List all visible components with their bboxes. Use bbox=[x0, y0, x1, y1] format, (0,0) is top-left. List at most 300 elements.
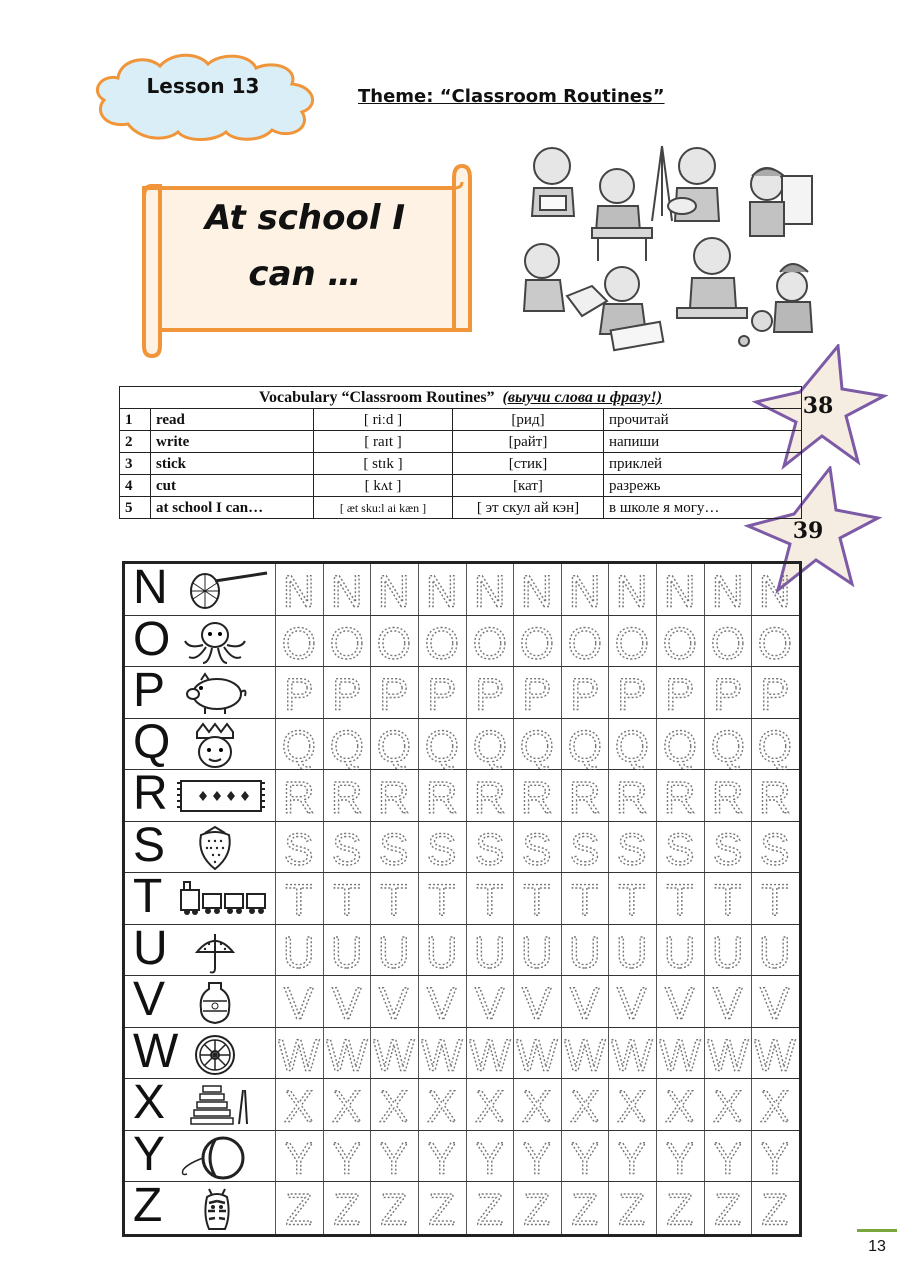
dotted-trace-letter[interactable] bbox=[656, 616, 704, 668]
trace-letter-glyph: Z bbox=[666, 1185, 694, 1234]
dotted-trace-letter[interactable] bbox=[513, 1182, 561, 1234]
letter-tracing-grid bbox=[122, 561, 802, 1237]
dotted-trace-letter[interactable] bbox=[323, 616, 371, 668]
dotted-trace-letter[interactable] bbox=[466, 564, 514, 616]
octopus-icon bbox=[175, 619, 271, 665]
dotted-trace-letter[interactable] bbox=[513, 564, 561, 616]
trace-letter-glyph: U bbox=[282, 928, 315, 977]
dotted-trace-letter[interactable] bbox=[466, 667, 514, 719]
zebra-icon bbox=[175, 1185, 271, 1231]
page-number-bar bbox=[857, 1229, 897, 1232]
dotted-trace-letter[interactable] bbox=[751, 1182, 799, 1234]
dotted-trace-letter[interactable] bbox=[466, 822, 514, 874]
trace-letter-glyph: Q bbox=[710, 722, 745, 771]
trace-letter-glyph: Q bbox=[758, 722, 793, 771]
trace-letter-glyph: O bbox=[567, 619, 602, 668]
dotted-trace-letter[interactable] bbox=[275, 1028, 323, 1080]
wheel-icon bbox=[175, 1031, 271, 1077]
vocabulary-word: read bbox=[151, 409, 314, 431]
dotted-trace-letter[interactable] bbox=[275, 667, 323, 719]
trace-letter-glyph: T bbox=[285, 876, 313, 925]
dotted-trace-letter[interactable] bbox=[513, 770, 561, 822]
dotted-trace-letter[interactable] bbox=[370, 822, 418, 874]
dotted-trace-letter[interactable] bbox=[608, 770, 656, 822]
trace-letter-glyph: Q bbox=[376, 722, 412, 771]
vocabulary-header bbox=[120, 387, 802, 409]
trace-letter-glyph: U bbox=[759, 928, 792, 977]
dotted-trace-letter[interactable] bbox=[370, 564, 418, 616]
trace-letter-glyph: S bbox=[617, 825, 647, 874]
dotted-trace-letter[interactable] bbox=[418, 1028, 466, 1080]
dotted-trace-letter[interactable] bbox=[704, 1131, 752, 1183]
trace-letter-glyph: Q bbox=[424, 722, 459, 771]
dotted-trace-letter[interactable] bbox=[561, 1131, 609, 1183]
dotted-trace-letter[interactable] bbox=[656, 976, 704, 1028]
dotted-trace-letter[interactable] bbox=[608, 873, 656, 925]
trace-letter-glyph: P bbox=[760, 670, 790, 719]
trace-letter-glyph: W bbox=[659, 1031, 701, 1080]
dotted-trace-letter[interactable] bbox=[513, 925, 561, 977]
trace-letter-glyph: Q bbox=[281, 722, 316, 771]
dotted-trace-letter[interactable] bbox=[513, 873, 561, 925]
dotted-trace-letter[interactable] bbox=[370, 1182, 418, 1234]
trace-letter-glyph: N bbox=[521, 567, 553, 616]
trace-letter-glyph: X bbox=[760, 1082, 790, 1131]
dotted-trace-letter[interactable] bbox=[656, 1028, 704, 1080]
dotted-trace-letter[interactable] bbox=[704, 976, 752, 1028]
rug-icon bbox=[175, 773, 271, 819]
dotted-trace-letter[interactable] bbox=[513, 822, 561, 874]
dotted-trace-letter[interactable] bbox=[323, 719, 371, 771]
vocabulary-row bbox=[120, 475, 802, 497]
dotted-trace-letter[interactable] bbox=[561, 616, 609, 668]
trace-letter-glyph: P bbox=[379, 670, 409, 719]
dotted-trace-letter[interactable] bbox=[418, 770, 466, 822]
dotted-trace-letter[interactable] bbox=[466, 873, 514, 925]
dotted-trace-letter[interactable] bbox=[704, 1028, 752, 1080]
vocabulary-transcription: [ raɪt ] bbox=[314, 431, 453, 453]
dotted-trace-letter[interactable] bbox=[466, 1131, 514, 1183]
vocabulary-word: stick bbox=[151, 453, 314, 475]
dotted-trace-letter[interactable] bbox=[608, 976, 656, 1028]
dotted-trace-letter[interactable] bbox=[323, 822, 371, 874]
dotted-trace-letter[interactable] bbox=[466, 925, 514, 977]
vocabulary-num: 3 bbox=[120, 453, 151, 475]
vocabulary-transcription: [ riːd ] bbox=[314, 409, 453, 431]
dotted-trace-letter[interactable] bbox=[418, 925, 466, 977]
dotted-trace-letter[interactable] bbox=[656, 1131, 704, 1183]
dotted-trace-letter[interactable] bbox=[656, 564, 704, 616]
dotted-trace-letter[interactable] bbox=[513, 1131, 561, 1183]
dotted-trace-letter[interactable] bbox=[275, 822, 323, 874]
dotted-trace-letter[interactable] bbox=[323, 770, 371, 822]
tracing-row-letter: P bbox=[133, 664, 166, 718]
dotted-trace-letter[interactable] bbox=[466, 976, 514, 1028]
trace-letter-glyph: Y bbox=[712, 1134, 743, 1183]
phrase-line-2: can … bbox=[248, 254, 362, 294]
trace-letter-glyph: N bbox=[425, 567, 458, 616]
dotted-trace-letter[interactable] bbox=[561, 976, 609, 1028]
trace-letter-glyph: R bbox=[378, 773, 410, 822]
trace-letter-glyph: U bbox=[521, 928, 553, 977]
dotted-trace-letter[interactable] bbox=[751, 1079, 799, 1131]
dotted-trace-letter[interactable] bbox=[275, 616, 323, 668]
trace-letter-glyph: P bbox=[427, 670, 457, 719]
trace-letter-glyph: S bbox=[712, 825, 743, 874]
tracing-row-letter: Q bbox=[133, 715, 171, 769]
vocabulary-num: 1 bbox=[120, 409, 151, 431]
dotted-trace-letter[interactable] bbox=[323, 1182, 371, 1234]
trace-letter-glyph: R bbox=[663, 773, 696, 822]
dotted-trace-letter[interactable] bbox=[704, 770, 752, 822]
dotted-trace-letter[interactable] bbox=[418, 564, 466, 616]
trace-letter-glyph: P bbox=[617, 670, 647, 719]
dotted-trace-letter[interactable] bbox=[418, 719, 466, 771]
trace-letter-glyph: T bbox=[332, 876, 360, 925]
tracing-row-y bbox=[125, 1127, 799, 1183]
trace-letter-glyph: U bbox=[425, 928, 458, 977]
yoyo-icon bbox=[175, 1134, 271, 1180]
dotted-trace-letter[interactable] bbox=[370, 1079, 418, 1131]
dotted-trace-letter[interactable] bbox=[418, 667, 466, 719]
dotted-trace-letter[interactable] bbox=[418, 1131, 466, 1183]
dotted-trace-letter[interactable] bbox=[704, 667, 752, 719]
trace-letter-glyph: Z bbox=[428, 1185, 456, 1234]
tracing-row-letter: Z bbox=[133, 1179, 163, 1233]
dotted-trace-letter[interactable] bbox=[561, 667, 609, 719]
dotted-trace-letter[interactable] bbox=[751, 719, 799, 771]
dotted-trace-letter[interactable] bbox=[656, 1182, 704, 1234]
dotted-trace-letter[interactable] bbox=[418, 976, 466, 1028]
trace-letter-glyph: V bbox=[331, 979, 362, 1028]
trace-letter-glyph: Z bbox=[332, 1185, 360, 1234]
vocabulary-word: cut bbox=[151, 475, 314, 497]
trace-letter-glyph: X bbox=[284, 1082, 314, 1131]
vocabulary-translation: прочитай bbox=[604, 409, 802, 431]
trace-letter-glyph: T bbox=[475, 876, 503, 925]
dotted-trace-letter[interactable] bbox=[275, 719, 323, 771]
trace-letter-glyph: O bbox=[376, 619, 412, 668]
dotted-trace-letter[interactable] bbox=[704, 616, 752, 668]
dotted-trace-letter[interactable] bbox=[418, 873, 466, 925]
dotted-trace-letter[interactable] bbox=[418, 822, 466, 874]
dotted-trace-letter[interactable] bbox=[323, 1131, 371, 1183]
dotted-trace-letter[interactable] bbox=[656, 822, 704, 874]
trace-letter-glyph: S bbox=[284, 825, 314, 874]
dotted-trace-letter[interactable] bbox=[513, 976, 561, 1028]
trace-letter-glyph: Y bbox=[569, 1134, 600, 1183]
xylophone-icon bbox=[175, 1082, 271, 1128]
trace-letter-glyph: X bbox=[617, 1082, 647, 1131]
trace-letter-glyph: V bbox=[617, 979, 647, 1028]
dotted-trace-letter[interactable] bbox=[370, 667, 418, 719]
phrase-line-1: At school I bbox=[205, 198, 405, 238]
dotted-trace-letter[interactable] bbox=[370, 976, 418, 1028]
vocabulary-translation: приклей bbox=[604, 453, 802, 475]
dotted-trace-letter[interactable] bbox=[323, 667, 371, 719]
dotted-trace-letter[interactable] bbox=[275, 770, 323, 822]
dotted-trace-letter[interactable] bbox=[275, 1131, 323, 1183]
trace-letter-glyph: V bbox=[427, 979, 457, 1028]
dotted-trace-letter[interactable] bbox=[751, 822, 799, 874]
dotted-trace-letter[interactable] bbox=[418, 616, 466, 668]
trace-letter-glyph: R bbox=[759, 773, 792, 822]
trace-letter-glyph: U bbox=[616, 928, 649, 977]
dotted-trace-letter[interactable] bbox=[323, 873, 371, 925]
vocabulary-translation: в школе я могу… bbox=[604, 497, 802, 519]
dotted-trace-letter[interactable] bbox=[608, 1028, 656, 1080]
trace-letter-glyph: R bbox=[616, 773, 649, 822]
dotted-trace-letter[interactable] bbox=[561, 873, 609, 925]
dotted-trace-letter[interactable] bbox=[466, 770, 514, 822]
dotted-trace-letter[interactable] bbox=[656, 719, 704, 771]
dotted-trace-letter[interactable] bbox=[466, 719, 514, 771]
trace-letter-glyph: X bbox=[427, 1082, 457, 1131]
trace-letter-glyph: P bbox=[665, 670, 695, 719]
dotted-trace-letter[interactable] bbox=[751, 925, 799, 977]
trace-letter-glyph: U bbox=[663, 928, 696, 977]
dotted-trace-letter[interactable] bbox=[608, 564, 656, 616]
dotted-trace-letter[interactable] bbox=[275, 564, 323, 616]
dotted-trace-letter[interactable] bbox=[370, 616, 418, 668]
dotted-trace-letter[interactable] bbox=[513, 1079, 561, 1131]
vocabulary-transcription: [ kʌt ] bbox=[314, 475, 453, 497]
dotted-trace-letter[interactable] bbox=[513, 1028, 561, 1080]
trace-letter-glyph: Z bbox=[761, 1185, 789, 1234]
dotted-trace-letter[interactable] bbox=[561, 925, 609, 977]
dotted-trace-letter[interactable] bbox=[418, 1182, 466, 1234]
tracing-row-letter: V bbox=[133, 973, 166, 1027]
trace-letter-glyph: U bbox=[473, 928, 506, 977]
trace-letter-glyph: V bbox=[569, 979, 600, 1028]
dotted-trace-letter[interactable] bbox=[323, 976, 371, 1028]
dotted-trace-letter[interactable] bbox=[466, 616, 514, 668]
trace-letter-glyph: P bbox=[474, 670, 505, 719]
trace-letter-glyph: P bbox=[284, 670, 314, 719]
phrase-text bbox=[165, 190, 445, 302]
trace-letter-glyph: O bbox=[329, 619, 364, 668]
dotted-trace-letter[interactable] bbox=[370, 1028, 418, 1080]
trace-letter-glyph: V bbox=[284, 979, 314, 1028]
trace-letter-glyph: W bbox=[611, 1031, 654, 1080]
dotted-trace-letter[interactable] bbox=[704, 719, 752, 771]
trace-letter-glyph: W bbox=[468, 1031, 511, 1080]
dotted-trace-letter[interactable] bbox=[751, 976, 799, 1028]
trace-letter-glyph: O bbox=[281, 619, 316, 668]
trace-letter-glyph: R bbox=[711, 773, 744, 822]
trace-letter-glyph: Q bbox=[615, 722, 650, 771]
trace-letter-glyph: W bbox=[706, 1031, 749, 1080]
trace-letter-glyph: P bbox=[331, 670, 362, 719]
trace-letter-glyph: X bbox=[522, 1082, 552, 1131]
trace-letter-glyph: T bbox=[761, 876, 789, 925]
vocabulary-russian: [райт] bbox=[453, 431, 604, 453]
trace-letter-glyph: T bbox=[571, 876, 599, 925]
trace-letter-glyph: Y bbox=[617, 1134, 647, 1183]
dotted-trace-letter[interactable] bbox=[561, 1028, 609, 1080]
tracing-row-letter: T bbox=[133, 870, 163, 924]
dotted-trace-letter[interactable] bbox=[608, 1079, 656, 1131]
trace-letter-glyph: N bbox=[711, 567, 744, 616]
dotted-trace-letter[interactable] bbox=[608, 616, 656, 668]
trace-letter-glyph: X bbox=[569, 1082, 600, 1131]
dotted-trace-letter[interactable] bbox=[466, 1028, 514, 1080]
vocabulary-num: 4 bbox=[120, 475, 151, 497]
trace-letter-glyph: T bbox=[428, 876, 456, 925]
tracing-row-letter: X bbox=[133, 1076, 166, 1130]
dotted-trace-letter[interactable] bbox=[704, 1182, 752, 1234]
trace-letter-glyph: R bbox=[521, 773, 553, 822]
dotted-trace-letter[interactable] bbox=[751, 616, 799, 668]
trace-letter-glyph: S bbox=[760, 825, 790, 874]
dotted-trace-letter[interactable] bbox=[323, 1079, 371, 1131]
dotted-trace-letter[interactable] bbox=[608, 719, 656, 771]
dotted-trace-letter[interactable] bbox=[370, 1131, 418, 1183]
dotted-trace-letter[interactable] bbox=[466, 1079, 514, 1131]
dotted-trace-letter[interactable] bbox=[608, 822, 656, 874]
dotted-trace-letter[interactable] bbox=[656, 1079, 704, 1131]
dotted-trace-letter[interactable] bbox=[704, 925, 752, 977]
trace-letter-glyph: Y bbox=[331, 1134, 362, 1183]
dotted-trace-letter[interactable] bbox=[513, 616, 561, 668]
trace-letter-glyph: O bbox=[615, 619, 650, 668]
trace-letter-glyph: Z bbox=[380, 1185, 408, 1234]
dotted-trace-letter[interactable] bbox=[751, 770, 799, 822]
dotted-trace-letter[interactable] bbox=[704, 822, 752, 874]
trace-letter-glyph: T bbox=[666, 876, 694, 925]
strawberry-icon bbox=[175, 825, 271, 871]
dotted-trace-letter[interactable] bbox=[656, 873, 704, 925]
theme-title: Theme: “Classroom Routines” bbox=[358, 86, 665, 107]
tracing-row-letter: R bbox=[133, 767, 168, 821]
vocabulary-transcription: [ stɪk ] bbox=[314, 453, 453, 475]
queen-icon bbox=[175, 722, 271, 768]
trace-letter-glyph: Q bbox=[567, 722, 602, 771]
trace-letter-glyph: Z bbox=[523, 1185, 551, 1234]
vocabulary-translation: напиши bbox=[604, 431, 802, 453]
dotted-trace-letter[interactable] bbox=[608, 1131, 656, 1183]
vocabulary-translation: разрежь bbox=[604, 475, 802, 497]
trace-letter-glyph: U bbox=[568, 928, 601, 977]
dotted-trace-letter[interactable] bbox=[418, 1079, 466, 1131]
trace-letter-glyph: N bbox=[330, 567, 363, 616]
train-icon bbox=[175, 876, 271, 922]
dotted-trace-letter[interactable] bbox=[275, 873, 323, 925]
tracing-row-r bbox=[125, 767, 799, 822]
trace-letter-glyph: O bbox=[710, 619, 745, 668]
trace-letter-glyph: O bbox=[662, 619, 698, 668]
dotted-trace-letter[interactable] bbox=[561, 719, 609, 771]
tracing-row-n bbox=[125, 561, 799, 616]
dotted-trace-letter[interactable] bbox=[275, 1079, 323, 1131]
trace-letter-glyph: N bbox=[759, 567, 792, 616]
trace-letter-glyph: P bbox=[569, 670, 600, 719]
trace-letter-glyph: Z bbox=[714, 1185, 741, 1234]
dotted-trace-letter[interactable] bbox=[370, 770, 418, 822]
dotted-trace-letter[interactable] bbox=[275, 976, 323, 1028]
dotted-trace-letter[interactable] bbox=[466, 1182, 514, 1234]
vocabulary-russian: [ эт скул ай кэн] bbox=[453, 497, 604, 519]
trace-letter-glyph: V bbox=[665, 979, 695, 1028]
trace-letter-glyph: T bbox=[714, 876, 741, 925]
dotted-trace-letter[interactable] bbox=[323, 1028, 371, 1080]
dotted-trace-letter[interactable] bbox=[704, 1079, 752, 1131]
trace-letter-glyph: Q bbox=[519, 722, 555, 771]
dotted-trace-letter[interactable] bbox=[561, 1079, 609, 1131]
tracing-row-letter: S bbox=[133, 818, 166, 872]
dotted-trace-letter[interactable] bbox=[751, 564, 799, 616]
dotted-trace-letter[interactable] bbox=[561, 1182, 609, 1234]
tracing-row-o bbox=[125, 612, 799, 668]
dotted-trace-letter[interactable] bbox=[608, 1182, 656, 1234]
dotted-trace-letter[interactable] bbox=[751, 667, 799, 719]
tracing-row-letter: Y bbox=[133, 1127, 166, 1181]
lesson-label: Lesson 13 bbox=[146, 74, 260, 98]
dotted-trace-letter[interactable] bbox=[370, 925, 418, 977]
tracing-row-letter: U bbox=[133, 921, 168, 975]
trace-letter-glyph: P bbox=[522, 670, 552, 719]
dotted-trace-letter[interactable] bbox=[275, 925, 323, 977]
trace-letter-glyph: N bbox=[378, 567, 410, 616]
dotted-trace-letter[interactable] bbox=[656, 667, 704, 719]
trace-letter-glyph: Z bbox=[618, 1185, 646, 1234]
net-icon bbox=[175, 567, 271, 613]
dotted-trace-letter[interactable] bbox=[751, 873, 799, 925]
dotted-trace-letter[interactable] bbox=[561, 822, 609, 874]
tracing-row-s bbox=[125, 818, 799, 874]
dotted-trace-letter[interactable] bbox=[370, 873, 418, 925]
trace-letter-glyph: R bbox=[425, 773, 458, 822]
trace-letter-glyph: Y bbox=[760, 1134, 790, 1183]
tracing-row-t bbox=[125, 870, 799, 925]
dotted-trace-letter[interactable] bbox=[608, 925, 656, 977]
trace-letter-glyph: U bbox=[378, 928, 410, 977]
dotted-trace-letter[interactable] bbox=[704, 873, 752, 925]
trace-letter-glyph: Y bbox=[427, 1134, 457, 1183]
vocabulary-row bbox=[120, 431, 802, 453]
dotted-trace-letter[interactable] bbox=[656, 925, 704, 977]
dotted-trace-letter[interactable] bbox=[323, 564, 371, 616]
dotted-trace-letter[interactable] bbox=[513, 719, 561, 771]
vocabulary-russian: [стик] bbox=[453, 453, 604, 475]
dotted-trace-letter[interactable] bbox=[656, 770, 704, 822]
dotted-trace-letter[interactable] bbox=[608, 667, 656, 719]
trace-letter-glyph: Q bbox=[662, 722, 698, 771]
dotted-trace-letter[interactable] bbox=[751, 1131, 799, 1183]
dotted-trace-letter[interactable] bbox=[513, 667, 561, 719]
tracing-row-letter: N bbox=[133, 561, 168, 614]
trace-letter-glyph: S bbox=[474, 825, 505, 874]
dotted-trace-letter[interactable] bbox=[275, 1182, 323, 1234]
dotted-trace-letter[interactable] bbox=[751, 1028, 799, 1080]
dotted-trace-letter[interactable] bbox=[704, 564, 752, 616]
trace-letter-glyph: X bbox=[331, 1082, 362, 1131]
dotted-trace-letter[interactable] bbox=[370, 719, 418, 771]
trace-letter-glyph: N bbox=[473, 567, 506, 616]
classroom-kids-illustration bbox=[512, 136, 822, 361]
dotted-trace-letter[interactable] bbox=[561, 564, 609, 616]
vocabulary-num: 5 bbox=[120, 497, 151, 519]
tracing-row-q bbox=[125, 715, 799, 771]
trace-letter-glyph: Q bbox=[472, 722, 507, 771]
trace-letter-glyph: O bbox=[472, 619, 507, 668]
vocabulary-word: write bbox=[151, 431, 314, 453]
trace-letter-glyph: Y bbox=[474, 1134, 505, 1183]
trace-letter-glyph: V bbox=[522, 979, 552, 1028]
dotted-trace-letter[interactable] bbox=[323, 925, 371, 977]
dotted-trace-letter[interactable] bbox=[561, 770, 609, 822]
trace-letter-glyph: W bbox=[420, 1031, 463, 1080]
